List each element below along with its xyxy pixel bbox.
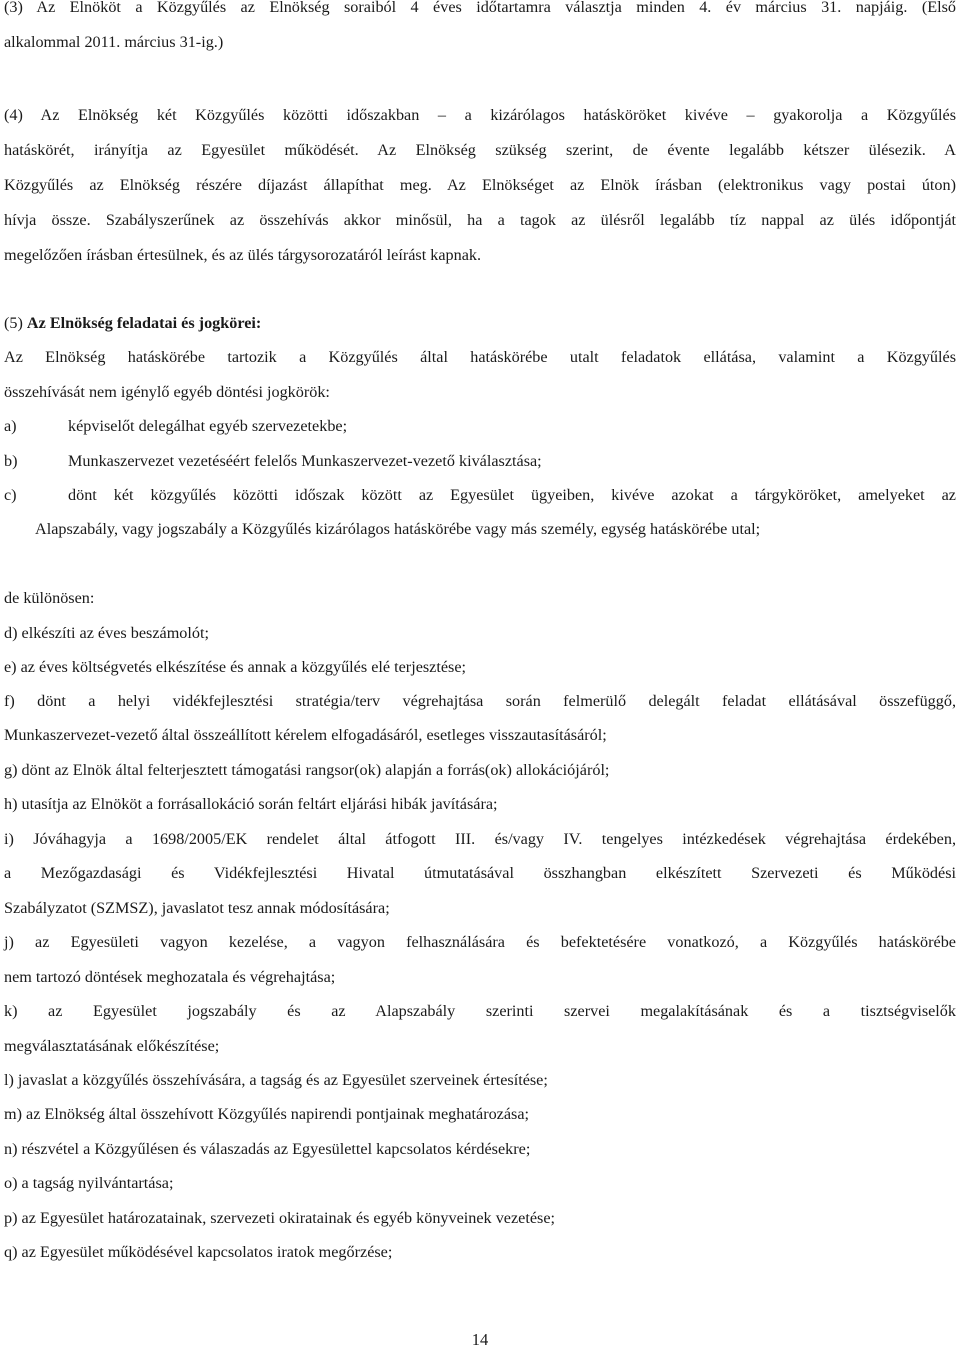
list-label: a) — [4, 417, 17, 435]
list-item-i-continuation: Szabályzatot (SZMSZ), javaslatot tesz annak módosítására; — [4, 899, 390, 917]
list-item-c-continuation: Alapszabály, vagy jogszabály a Közgyűlés kizárólagos hatáskörébe vagy más személy, egység hatáskörébe utal; — [35, 520, 761, 538]
paragraph-line: Közgyűlés az Elnökség részére díjazást állapíthat meg. Az Elnökséget az Elnök írásban (elektronikus vagy postai úton) — [4, 176, 956, 194]
list-label: c) — [4, 486, 17, 504]
list-item-k-continuation: megválasztatásának előkészítése; — [4, 1037, 220, 1055]
paragraph-line: megelőzően írásban értesülnek, és az ülés tárgysorozatáról leírást kapnak. — [4, 246, 482, 264]
page-number: 14 — [471, 1330, 489, 1349]
list-text: Munkaszervezet vezetéséért felelős Munkaszervezet-vezető kiválasztása; — [68, 452, 542, 470]
paragraph-line: (4) Az Elnökség két Közgyűlés közötti időszakban – a kizárólagos hatásköröket kivéve – gyakorolja a Közgyűlés — [4, 106, 956, 124]
list-item-d: d) elkészíti az éves beszámolót; — [4, 624, 209, 642]
list-item-m: m) az Elnökség által összehívott Közgyűlés napirendi pontjainak meghatározása; — [4, 1105, 530, 1123]
list-item-j: j) az Egyesületi vagyon kezelése, a vagyon felhasználására és befektetésére vonatkozó, a Közgyűlés hatáskörébe — [4, 933, 956, 951]
subheading: de különösen: — [4, 589, 95, 607]
list-item-g: g) dönt az Elnök által felterjesztett támogatási rangsor(ok) alapján a forrás(ok) allokációjáról; — [4, 761, 610, 779]
list-item-p: p) az Egyesület határozatainak, szervezeti okiratainak és egyéb könyveinek vezetése; — [4, 1209, 556, 1227]
paragraph-line: (3) Az Elnököt a Közgyűlés az Elnökség soraiból 4 éves időtartamra választja minden 4. év március 31. napjáig. (Első — [4, 0, 956, 16]
section-title: Az Elnökség feladatai és jogkörei: — [26, 314, 262, 332]
paragraph-line: Az Elnökség hatáskörébe tartozik a Közgyűlés által hatáskörébe utalt feladatok ellátása, valamint a Közgyűlés — [4, 348, 956, 366]
list-item-f: f) dönt a helyi vidékfejlesztési stratégia/terv végrehajtása során felmerülő delegált feladat ellátásával összefüggő, — [4, 692, 956, 710]
list-text: dönt két közgyűlés közötti időszak között az Egyesület ügyeiben, kivéve azokat a tárgyköröket, amelyeket az — [68, 486, 956, 504]
paragraph-line: hatáskörét, irányítja az Egyesület működését. Az Elnökség szükség szerint, de évente legalább kétszer ülésezik. A — [4, 141, 956, 159]
list-item-h: h) utasítja az Elnököt a forrásallokáció során feltárt eljárási hibák javítására; — [4, 795, 498, 813]
section-heading — [4, 313, 956, 333]
list-item-f-continuation: Munkaszervezet-vezető által összeállított kérelem elfogadásáról, esetleges visszautasításáról; — [4, 726, 607, 744]
paragraph-line: összehívását nem igénylő egyéb döntési jogkörök: — [4, 383, 330, 401]
list-label: b) — [4, 452, 18, 470]
list-item-k: k) az Egyesület jogszabály és az Alapszabály szerinti szervei megalakításának és a tisztségviselők — [4, 1002, 956, 1020]
paragraph-line: alkalommal 2011. március 31-ig.) — [4, 33, 224, 51]
section-number: (5) — [4, 314, 27, 332]
list-text: képviselőt delegálhat egyéb szervezetekbe; — [68, 417, 348, 435]
paragraph-line: hívja össze. Szabályszerűnek az összehívás akkor minősül, ha a tagok az ülésről legalább tíz nappal az ülés időpontját — [4, 211, 956, 229]
list-item-n: n) részvétel a Közgyűlésen és válaszadás az Egyesülettel kapcsolatos kérdésekre; — [4, 1140, 531, 1158]
list-item-j-continuation: nem tartozó döntések meghozatala és végrehajtása; — [4, 968, 336, 986]
list-item-i-continuation: a Mezőgazdasági és Vidékfejlesztési Hivatal útmutatásával összhangban elkészített Szervezeti és Működési — [4, 864, 956, 882]
list-item-l: l) javaslat a közgyűlés összehívására, a tagság és az Egyesület szerveinek értesítése; — [4, 1071, 548, 1089]
list-item-i: i) Jóváhagyja a 1698/2005/EK rendelet által átfogott III. és/vagy IV. tengelyes intézkedések végrehajtása érdekében, — [4, 830, 956, 848]
list-item-o: o) a tagság nyilvántartása; — [4, 1174, 174, 1192]
list-item-q: q) az Egyesület működésével kapcsolatos iratok megőrzése; — [4, 1243, 393, 1261]
list-item-e: e) az éves költségvetés elkészítése és annak a közgyűlés elé terjesztése; — [4, 658, 467, 676]
